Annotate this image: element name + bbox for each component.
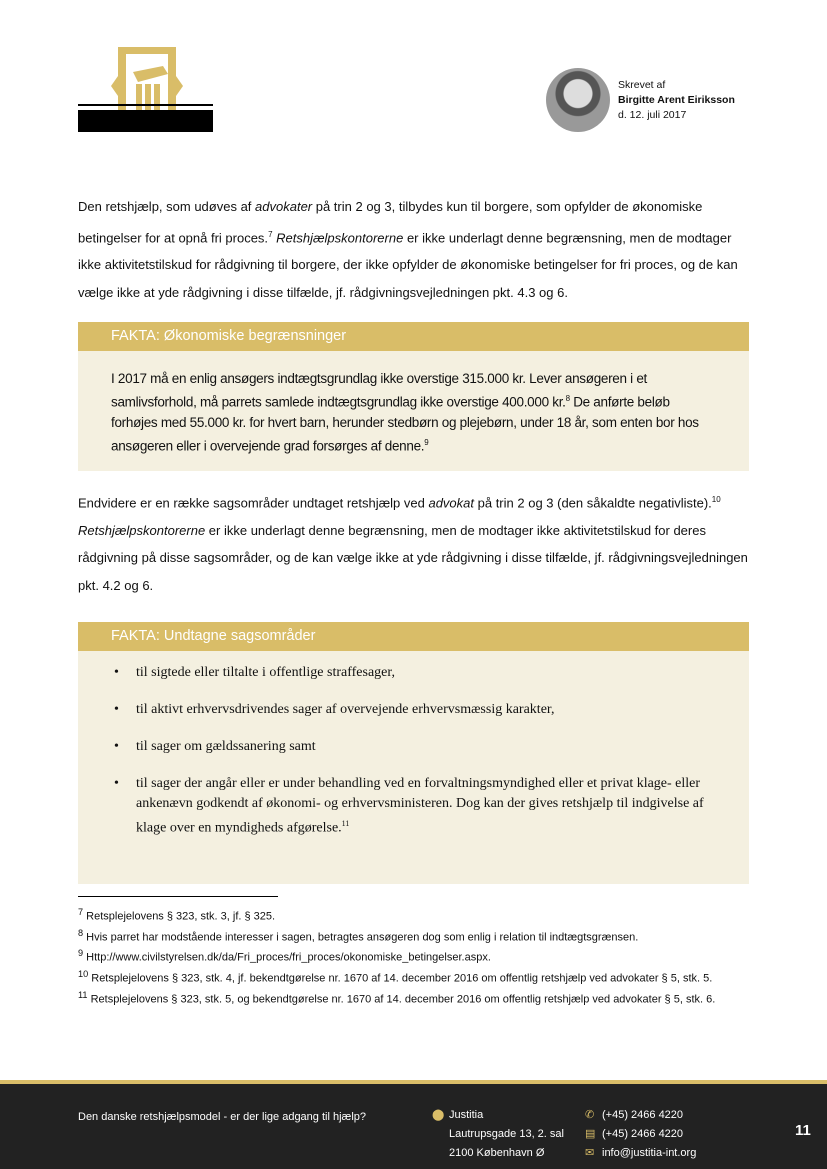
author-block (546, 68, 735, 132)
list-item: • til aktivt erhvervsdrivendes sager af overvejende erhvervsmæssig karakter, (114, 700, 719, 720)
list-item: • til sigtede eller tiltalte i offentlige straffesager, (114, 663, 719, 683)
footnote-divider (78, 896, 278, 897)
footer-contact: ✆ (+45) 2466 4220 ▤ (+45) 2466 4220 ✉ info@justitia-int.org (585, 1106, 696, 1163)
footnote: $^8$ Hvis parret har modstående interesser i sagen, betragtes ansøgeren dog som enlig i relation til indtægtsgrænsen. (78, 927, 639, 944)
email-link[interactable]: info@justitia-int.org (602, 1147, 697, 1159)
list-item: • til sager der angår eller er under behandling ved en forvaltningsmyndighed eller et privat klage- eller ankenævn godkendt af økonomi- og erhvervsministeren. Dog kan der gives retshjælp til indgivelse af klage over en myndigheds afgørelse.$^{11}$ (114, 774, 719, 839)
footer-title: Den danske retshjælpsmodel - er der lige adgang til hjælp? (78, 1111, 366, 1123)
fact-box-exempt (78, 622, 749, 884)
justitia-logo (78, 44, 213, 134)
page-number: 11 (795, 1122, 811, 1139)
footnote: $^{10}$ Retsplejelovens § 323, stk. 4, jf. bekendtgørelse nr. 1670 af 14. december 2016 om offentlig retshjælp ved advokater § 5, stk. 5. (78, 968, 713, 985)
list-item: • til sager om gældssanering samt (114, 737, 719, 757)
footer-address: ⬤ Justitia Lautrupsgade 13, 2. sal 2100 København Ø (432, 1106, 564, 1163)
author-name: Birgitte Arent Eiriksson (618, 94, 735, 106)
fact-box-title: FAKTA: Undtagne sagsområder (78, 622, 749, 651)
fact-box-text: I 2017 må en enlig ansøgers indtægtsgrundlag ikke overstige 315.000 kr. Lever ansøgeren i et samlivsforhold, må parrets samlede indtægtsgrundlag ikke overstige 400.000 kr.$^8$ De anførte beløb forhøjes med 55.000 kr. for hvert barn, herunder stedbørn og plejebørn, under 18 år, som enten bor hos ansøgeren eller i overvejende grad forsørges af denne.$^9$ (111, 371, 699, 453)
footnote: $^9$ Http://www.civilstyrelsen.dk/da/Fri_proces/fri_proces/okonomiske_betingelser.aspx. (78, 948, 491, 964)
author-label: Skrevet af (618, 79, 666, 91)
author-avatar (546, 68, 610, 132)
fax-icon: ▤ (585, 1128, 596, 1140)
publish-date: d. 12. juli 2017 (618, 109, 687, 121)
page-footer (0, 1080, 827, 1169)
exempt-list (78, 651, 749, 839)
phone-icon: ✆ (585, 1109, 595, 1121)
paragraph-1: Den retshjælp, som udøves af advokater på trin 2 og 3, tilbydes kun til borgere, som opfylder de økonomiske betingelser for at opnå fri proces.$^7$ Retshjælpskontorerne er ikke underlagt denne begrænsning, men de modtager ikke aktivitetstilskud for rådgivning til borgere, der ikke opfylder de økonomiske betingelser for fri proces, og de kan vælge ikke at yde rådgivning i disse tilfælde, jf. rådgivningsvejledningen pkt. 4.3 og 6. (78, 199, 738, 300)
paragraph-2: Endvidere er en række sagsområder undtaget retshjælp ved advokat på trin 2 og 3 (den såkaldte negativliste).$^{10}$ Retshjælpskontorerne er ikke underlagt denne begrænsning, men de modtager ikke aktivitetstilskud for deres rådgivning på disse sagsområder, og de kan vælge ikke at yde rådgivning i disse tilfælde, jf. rådgivningsvejledningen pkt. 4.2 og 6. (78, 495, 748, 593)
email-icon: ✉ (585, 1147, 595, 1159)
fact-box-economic (78, 322, 749, 471)
location-pin-icon: ⬤ (432, 1109, 445, 1121)
footnote: $^7$ Retsplejelovens § 323, stk. 3, jf. § 325. (78, 907, 276, 923)
footnote: $^{11}$ Retsplejelovens § 323, stk. 5, og bekendtgørelse nr. 1670 af 14. december 2016 om offentlig retshjælp ved advokater § 5, stk. 6. (78, 989, 716, 1006)
footnotes (78, 904, 758, 1007)
fact-box-title: FAKTA: Økonomiske begrænsninger (78, 322, 749, 351)
